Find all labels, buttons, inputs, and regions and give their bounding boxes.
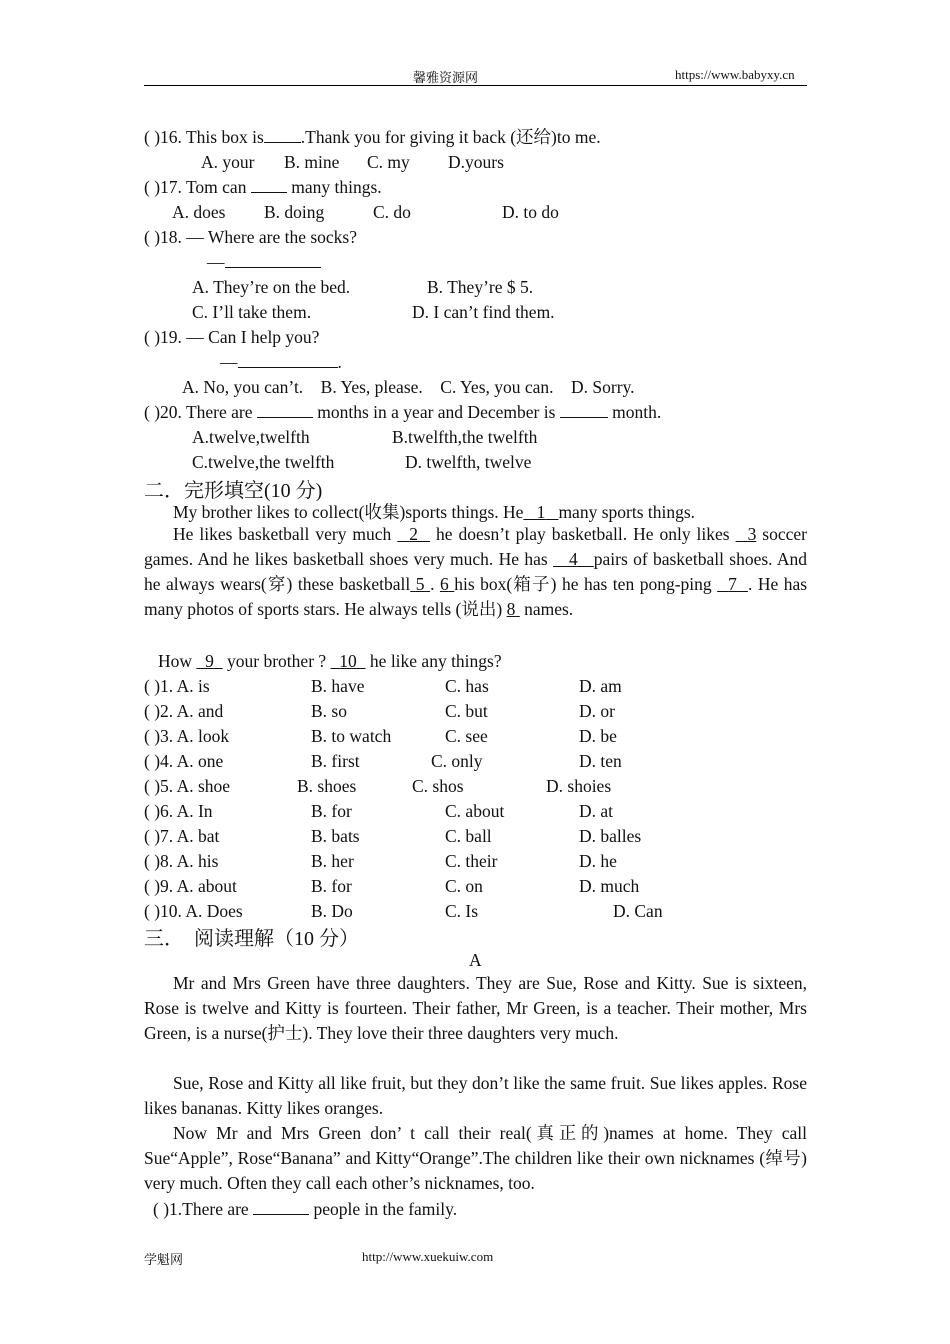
q19-dash: — <box>220 352 238 372</box>
q17-option-b: B. doing <box>264 202 325 222</box>
q16-stem-start: ( )16. This box is <box>144 127 264 147</box>
q16-option-c: C. my <box>367 152 410 172</box>
cloze-q8-b: B. her <box>311 851 354 871</box>
cloze-q4-b: B. first <box>311 751 360 771</box>
footer-url: http://www.xuekuiw.com <box>362 1249 494 1264</box>
header-rule <box>144 85 807 86</box>
passage-label: A <box>469 950 482 970</box>
q17-option-d: D. to do <box>502 202 559 222</box>
answer-blank <box>264 128 301 143</box>
q18-option-a: A. They’re on the bed. <box>192 277 351 297</box>
cloze-q9-d: D. much <box>579 876 640 896</box>
cloze-text: he like any things? <box>369 651 502 671</box>
cloze-q4-c: C. only <box>431 751 483 771</box>
cloze-blank-10: 10 <box>339 651 357 671</box>
q17-stem-end: many things. <box>291 177 382 197</box>
cloze-text: he doesn’t play basketball. He only likes <box>435 524 730 544</box>
cloze-q1-c: C. has <box>445 676 489 696</box>
q16-option-a: A. your <box>201 152 255 172</box>
cloze-text: . He has many photos of sports stars. He always tells (说出) <box>144 574 808 619</box>
question-16 <box>144 127 601 147</box>
cloze-blank-3: 3 <box>747 524 757 544</box>
cloze-q2-d: D. or <box>579 701 615 721</box>
q19-reply-line <box>220 352 342 372</box>
q20-option-d: D. twelfth, twelve <box>405 452 532 472</box>
q18-reply-line <box>207 252 321 272</box>
question-20 <box>144 402 661 422</box>
cloze-text: . <box>430 574 435 594</box>
cloze-blank-8: 8 <box>506 599 516 619</box>
cloze-q4-d: D. ten <box>579 751 622 771</box>
cloze-q3-c: C. see <box>445 726 488 746</box>
q16-stem-end: .Thank you for giving it back (还给)to me. <box>300 127 601 147</box>
question-17 <box>144 177 382 197</box>
cloze-q3-d: D. be <box>579 726 617 746</box>
cloze-q3-b: B. to watch <box>311 726 392 746</box>
cloze-q9-c: C. on <box>445 876 483 896</box>
cloze-q4: ( )4. A. one <box>144 751 224 771</box>
cloze-line-1 <box>173 502 695 522</box>
q17-stem-start: ( )17. Tom can <box>144 177 247 197</box>
q20-option-c: C.twelve,the twelfth <box>192 452 335 472</box>
cloze-q2-b: B. so <box>311 701 347 721</box>
q20-stem-mid: months in a year and December is <box>317 402 556 422</box>
q19-options: A. No, you can’t. B. Yes, please. C. Yes, you can. D. Sorry. <box>182 377 635 397</box>
cloze-blank-7: 7 <box>728 574 737 594</box>
q18-option-b: B. They’re $ 5. <box>427 277 534 297</box>
cloze-q10-b: B. Do <box>311 901 353 921</box>
cloze-q7: ( )7. A. bat <box>144 826 220 846</box>
cloze-q2: ( )2. A. and <box>144 701 224 721</box>
question-19: ( )19. — Can I help you? <box>144 327 320 347</box>
q18-option-c: C. I’ll take them. <box>192 302 312 322</box>
q18-option-d: D. I can’t find them. <box>412 302 555 322</box>
q18-dash: — <box>207 252 225 272</box>
cloze-q5: ( )5. A. shoe <box>144 776 231 796</box>
cloze-q6-d: D. at <box>579 801 614 821</box>
cloze-q8-d: D. he <box>579 851 617 871</box>
cloze-q9: ( )9. A. about <box>144 876 237 896</box>
answer-blank <box>251 178 287 193</box>
cloze-text: your brother ? <box>227 651 327 671</box>
cloze-text: He likes basketball very much <box>173 524 392 544</box>
cloze-blank-9: 9 <box>205 651 214 671</box>
cloze-text: pairs of basketball shoes. And he always wears(穿) these basketball <box>144 549 808 594</box>
cloze-q1-b: B. have <box>311 676 365 696</box>
cloze-q6-c: C. about <box>445 801 505 821</box>
q20-option-b: B.twelfth,the twelfth <box>392 427 538 447</box>
cloze-q9-b: B. for <box>311 876 352 896</box>
header-url: https://www.babyxy.cn <box>675 67 795 82</box>
cloze-blank-1: 1 <box>536 502 546 522</box>
cloze-q5-b: B. shoes <box>297 776 357 796</box>
cloze-text: soccer games. And he likes basketball shoes very much. He has <box>144 524 807 569</box>
cloze-paragraph <box>144 522 807 622</box>
q17-option-c: C. do <box>373 202 411 222</box>
cloze-blank-2: 2 <box>409 524 419 544</box>
answer-blank <box>225 253 321 268</box>
answer-blank <box>238 353 338 368</box>
cloze-blank-5: 5 <box>415 574 425 594</box>
cloze-q7-d: D. balles <box>579 826 642 846</box>
cloze-q5-d: D. shoies <box>546 776 612 796</box>
cloze-q1: ( )1. A. is <box>144 676 210 696</box>
cloze-q6: ( )6. A. In <box>144 801 213 821</box>
cloze-q7-b: B. bats <box>311 826 360 846</box>
rq1-stem-end: people in the family. <box>313 1199 458 1219</box>
cloze-q7-c: C. ball <box>445 826 492 846</box>
answer-blank <box>253 1200 309 1215</box>
reading-paragraph-2: Sue, Rose and Kitty all like fruit, but they don’t like the same fruit. Sue likes apples. Rose likes bananas. Kitty likes oranges. <box>144 1073 807 1118</box>
cloze-q10-d: D. Can <box>613 901 663 921</box>
cloze-text: My brother likes to collect(收集)sports things. He <box>173 502 524 522</box>
q20-stem-end: month. <box>612 402 662 422</box>
reading-paragraph-3: Now Mr and Mrs Green don’ t call their real(真正的)names at home. They call Sue“Apple”, Rose“Banana” and Kitty“Orange”.The children like their own nicknames (绰号) very much. Often they call each other’s nicknames, too. <box>144 1123 807 1193</box>
q16-option-b: B. mine <box>284 152 340 172</box>
header-site-name: 馨雅资源网 <box>413 70 479 85</box>
cloze-q3: ( )3. A. look <box>144 726 230 746</box>
cloze-q8: ( )8. A. his <box>144 851 219 871</box>
cloze-line-9 <box>158 651 502 671</box>
cloze-q10: ( )10. A. Does <box>144 901 243 921</box>
reading-paragraph-1: Mr and Mrs Green have three daughters. They are Sue, Rose and Kitty. Sue is sixteen, Rose is twelve and Kitty is fourteen. Their father, Mr Green, is a teacher. Their mother, Mrs Green, is a nurse(护士). They love their three daughters very much. <box>144 973 807 1043</box>
cloze-text: many sports things. <box>558 502 696 522</box>
cloze-text: How <box>158 651 193 671</box>
cloze-text: names. <box>524 599 574 619</box>
footer-site-name: 学魁网 <box>144 1252 184 1267</box>
cloze-blank-4: 4 <box>569 549 578 569</box>
answer-blank <box>257 403 313 418</box>
q16-option-d: D.yours <box>448 152 504 172</box>
cloze-q6-b: B. for <box>311 801 352 821</box>
cloze-q10-c: C. Is <box>445 901 479 921</box>
q20-stem-start: ( )20. There are <box>144 402 253 422</box>
q20-option-a: A.twelve,twelfth <box>192 427 310 447</box>
q19-period: . <box>337 352 342 372</box>
question-18: ( )18. — Where are the socks? <box>144 227 357 247</box>
cloze-blank-6: 6 <box>439 574 449 594</box>
answer-blank <box>560 403 608 418</box>
cloze-q5-c: C. shos <box>412 776 464 796</box>
section-3-title: 三． 阅读理解（10 分） <box>144 928 359 950</box>
q17-option-a: A. does <box>172 202 226 222</box>
reading-question-1 <box>153 1199 457 1219</box>
cloze-text: his box(箱子) he has ten pong-ping <box>454 574 712 594</box>
rq1-stem-start: ( )1.There are <box>153 1199 249 1219</box>
section-2-title: 二．完形填空(10 分) <box>144 480 323 502</box>
cloze-q8-c: C. their <box>445 851 498 871</box>
cloze-q1-d: D. am <box>579 676 622 696</box>
cloze-q2-c: C. but <box>445 701 488 721</box>
